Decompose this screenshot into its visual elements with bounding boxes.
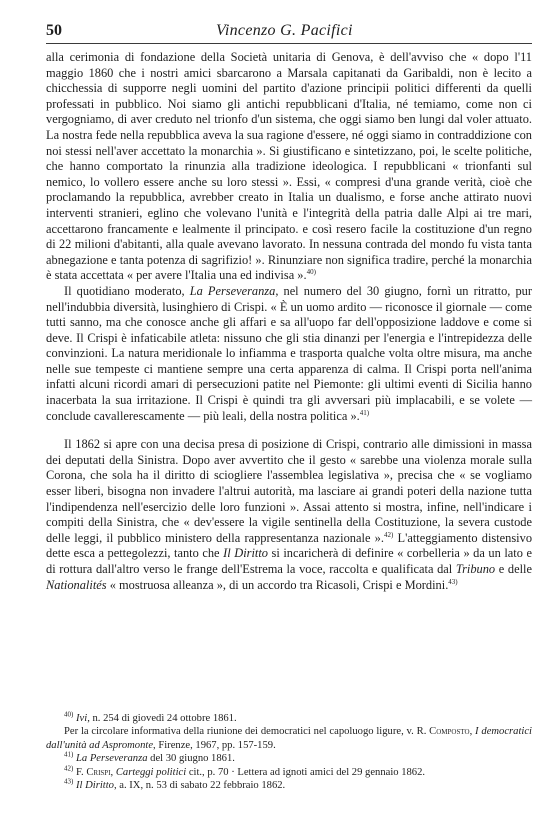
paragraph-3-text-a: Il 1862 si apre con una decisa presa di posizione di Crispi, contrario alle dimissioni in massa dei deputati della Sinistra. Dopo aver avvertito che il gesto « sarebbe una violenza morale sulla Corona, che sola ha il diritto di sciogliere l'assemblea legislativa », precisa che « se vogliamo esser liberi, bisogna non invadere l'altrui autorità, ma lasciare ai grandi poteri della nazione tutta l'indipendenza nell'esercizio delle loro funzioni ». Assai attento si mostra, infine, nell'indicare i compiti della Sinistra, che « dev'essere la vigile sentinella della Costituzione, la severa custode delle leggi, il pubblico ministero della rappresentanza nazionale ». xyxy=(46,437,532,545)
newspaper-title-perseveranza: La Perseveranza xyxy=(189,283,276,298)
newspaper-title-diritto: Il Diritto xyxy=(223,546,268,561)
footnote-40b-text-b: , Firenze, 1967, pp. 157-159. xyxy=(153,739,276,751)
footnote-40b-sep: , xyxy=(469,726,476,738)
paragraph-1 xyxy=(46,50,532,284)
footnote-43-mark: 43) xyxy=(64,777,74,786)
page-header xyxy=(46,22,532,44)
paragraph-3-text-d: e delle xyxy=(495,562,532,576)
footnote-40-text: , n. 254 di giovedì 24 ottobre 1861. xyxy=(87,713,237,724)
newspaper-title-nationalites: Nationalités xyxy=(46,577,107,592)
footnote-42-author: F. Crispi xyxy=(76,766,111,778)
paragraph-2-text-b: , nel numero del 30 giugno, fornì un ritratto, pur nell'indubbia diversità, lusinghiero di Crispi. « È un uomo ardito — riconosce il giornale — come tutti sanno, ma che conosce anche gli affari e sa all'uopo far dell'opposizione laddove e come si deve. Il Crispi è infaticabile atleta: nissuno che gli stia dinanzi per l'energia e l'intrepidezza delle convinzioni. La natura meridionale lo infiamma e trasporta qualche volta oltre misura, ma anche nelle sue tempeste ci mantiene sempre una certa apparenza di calma. Il Crispi porta nell'anima infatti alcuni ricordi amari di persecuzioni patite nel Piemonte: gli ultimi eventi di Sicilia hanno inacerbata la sua irritazione. Il Crispi è quindi tra gli avversari più implacabili, e se volete — conclude cavallerescamente — più leali, della nostra politica ». xyxy=(46,283,532,423)
footnote-43 xyxy=(46,779,532,792)
footnote-ref-41: 41) xyxy=(359,408,370,417)
footnote-41 xyxy=(46,752,532,765)
footnote-42-text: cit., p. 70 · Lettera ad ignoti amici del 29 gennaio 1862. xyxy=(186,766,426,778)
paragraph-3-text-b: L'atteggiamento distensivo dette esca a pettegolezzi, tanto che xyxy=(46,530,533,561)
footnote-40-source: Ivi xyxy=(76,713,88,724)
footnote-40 xyxy=(46,712,532,725)
footnote-ref-43: 43) xyxy=(448,577,458,586)
footnote-ref-42: 42) xyxy=(383,530,394,539)
running-head: Vincenzo G. Pacifici xyxy=(216,22,353,39)
paragraph-1-text: alla cerimonia di fondazione della Società unitaria di Genova, è dell'avviso che « dopo l'11 maggio 1860 che i nostri amici sbarcarono a Marsala capitanati da Garibaldi, non è lecito a chicchessia di supporre negli uomini del partito d'azione principii politici differenti da quelli professati in pubblico. Noi siamo gli antichi repubblicani d'Italia, né temiamo, come non ci vergogniamo, di aver creduto nel trionfo d'un sistema, che oggi siamo ben lungi dal voler attuato. La nostra fede nella repubblica aveva la sua ragione d'essere, né oggi siamo in contraddizione con noi stessi nell'aver accettato la monarchia ». Si giustificano e sintetizzano, poi, le scelte politiche, che hanno comportato la rinunzia alla tradizione ideologica. I repubblicani « trionfanti sul nemico, lo vollero essere anche su loro stessi ». Essi, « compresi d'una grande verità, cioè che proclamando la repubblica, avrebber creato in Italia un dualismo, e forse anche attirato nuovi interventi stranieri, eglino che volevano l'unità e l'integrità della patria dalle Alpi ai tre mari, accettarono francamente e lealmente il principato. e così resero facile la costituzione d'un regno di 22 milioni d'abitanti, alla quale avevano lavorato. In nessuna contrada del mondo fu vista tanta abnegazione e tanta potenza di sagrifizio! ». Rinunziare non significa tradire, perché la monarchia è stata accettata « per avere l'Italia una ed indivisa ». xyxy=(46,50,532,283)
page-number: 50 xyxy=(46,22,62,39)
paragraph-3-text-e: « mostruosa alleanza », di un accordo tra Ricasoli, Crispi e Mordini. xyxy=(106,577,449,592)
paragraph-3 xyxy=(46,437,532,593)
footnote-40-mark: 40) xyxy=(64,710,74,719)
footnote-43-title: Il Diritto xyxy=(76,780,114,792)
footnote-43-text: , a. IX, n. 53 di sabato 22 febbraio 1862. xyxy=(113,780,286,792)
footnote-ref-40: 40) xyxy=(306,268,316,277)
footnote-40b-author: R. Composto xyxy=(416,726,470,738)
footnote-41-title: La Perseveranza xyxy=(76,753,148,765)
footnote-42 xyxy=(46,766,532,779)
footnote-40b-title: I democratici dall'unità ad Aspromonte xyxy=(46,726,532,751)
footnote-40b-text-a: Per la circolare informativa della riunione dei democratici nel capoluogo ligure, v. xyxy=(64,726,417,738)
footnote-41-mark: 41) xyxy=(64,750,74,759)
paragraph-2 xyxy=(46,284,532,424)
paragraph-3-text-c: si incaricherà di definire « corbelleria » da un lato e di rottura dall'altro verso le frange dell'Estrema la voce, raccolta e qualificata dal xyxy=(46,546,532,576)
newspaper-title-tribuno: Tribuno xyxy=(455,562,496,576)
footnotes xyxy=(46,712,532,792)
footnote-40-continued xyxy=(46,725,532,752)
footnote-42-sep: , xyxy=(110,766,116,778)
footnote-42-title: Carteggi politici xyxy=(115,766,187,778)
footnote-42-mark: 42) xyxy=(64,764,74,773)
footnote-41-text: del 30 giugno 1861. xyxy=(147,753,235,765)
paragraph-2-text-a: Il quotidiano moderato, xyxy=(64,283,190,298)
